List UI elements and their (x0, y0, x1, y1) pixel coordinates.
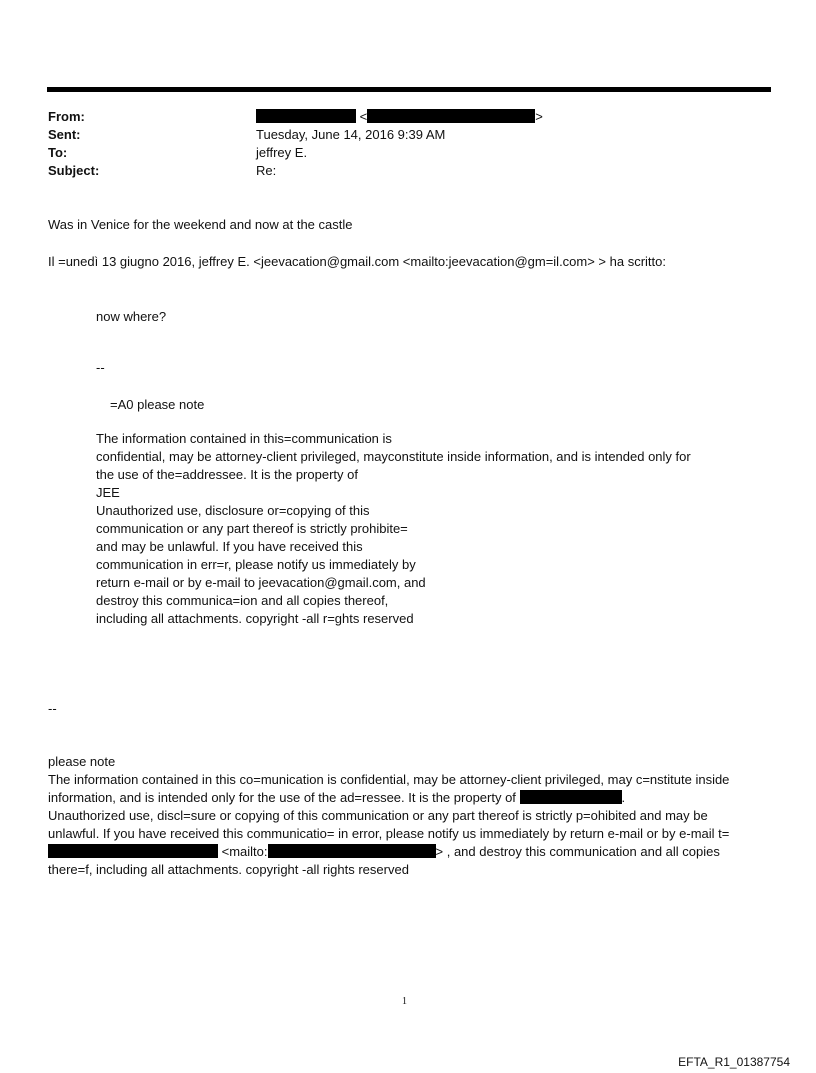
quoted-dashes: -- (96, 360, 105, 375)
redacted-sender-name (256, 109, 356, 123)
redacted-email-1 (48, 844, 218, 858)
redacted-sender-email (367, 109, 535, 123)
from-label: From: (48, 109, 85, 124)
quoted-line: and may be unlawful. If you have received this (96, 539, 363, 554)
redacted-email-2 (268, 844, 436, 858)
quoted-line: the use of the=addressee. It is the property of (96, 467, 358, 482)
signature-dashes: -- (48, 701, 57, 716)
quoted-line: return e-mail or by e-mail to jeevacation@gmail.com, and (96, 575, 426, 590)
signature-line-4: unlawful. If you have received this communicatio= in error, please notify us immediately by return e-mail or by e-mail t= (48, 826, 730, 841)
to-value: jeffrey E. (256, 145, 308, 160)
sent-value: Tuesday, June 14, 2016 9:39 AM (256, 127, 446, 142)
redacted-owner (520, 790, 622, 804)
quoted-line: JEE (96, 485, 120, 500)
document-id: EFTA_R1_01387754 (678, 1055, 790, 1069)
page-number: 1 (402, 996, 407, 1007)
body-line-1: Was in Venice for the weekend and now at the castle (48, 217, 353, 232)
header-rule (47, 87, 771, 92)
quoted-line: destroy this communica=ion and all copies thereof, (96, 593, 389, 608)
signature-line-1: The information contained in this co=munication is confidential, may be attorney-client privileged, may c=nstitute inside (48, 772, 730, 787)
quoted-line: communication or any part thereof is strictly prohibite= (96, 521, 408, 536)
quoted-line: confidential, may be attorney-client privileged, mayconstitute inside information, and is intended only for (96, 449, 691, 464)
signature-please-note: please note (48, 754, 116, 769)
signature-line-6: there=f, including all attachments. copyright -all rights reserved (48, 862, 409, 877)
quoted-now-where: now where? (96, 309, 167, 324)
from-value: < > (256, 108, 543, 126)
signature-line-2: information, and is intended only for the use of the ad=ressee. It is the property of . (48, 790, 626, 805)
quoted-line: The information contained in this=communication is (96, 431, 392, 446)
to-label: To: (48, 145, 68, 160)
signature-line-3: Unauthorized use, discl=sure or copying of this communication or any part thereof is strictly p=ohibited and may be (48, 808, 708, 823)
quoted-line: communication in err=r, please notify us immediately by (96, 557, 416, 572)
subject-value: Re: (256, 163, 277, 178)
body-line-2: Il =unedì 13 giugno 2016, jeffrey E. <jeevacation@gmail.com <mailto:jeevacation@gm=il.com> > ha scritto: (48, 254, 666, 269)
quoted-line: Unauthorized use, disclosure or=copying of this (96, 503, 370, 518)
signature-line-5: <mailto: > , and destroy this communication and all copies (48, 843, 720, 861)
subject-label: Subject: (48, 163, 100, 178)
quoted-line: including all attachments. copyright -all r=ghts reserved (96, 611, 414, 626)
sent-label: Sent: (48, 127, 81, 142)
quoted-please-note: =A0 please note (110, 397, 205, 412)
